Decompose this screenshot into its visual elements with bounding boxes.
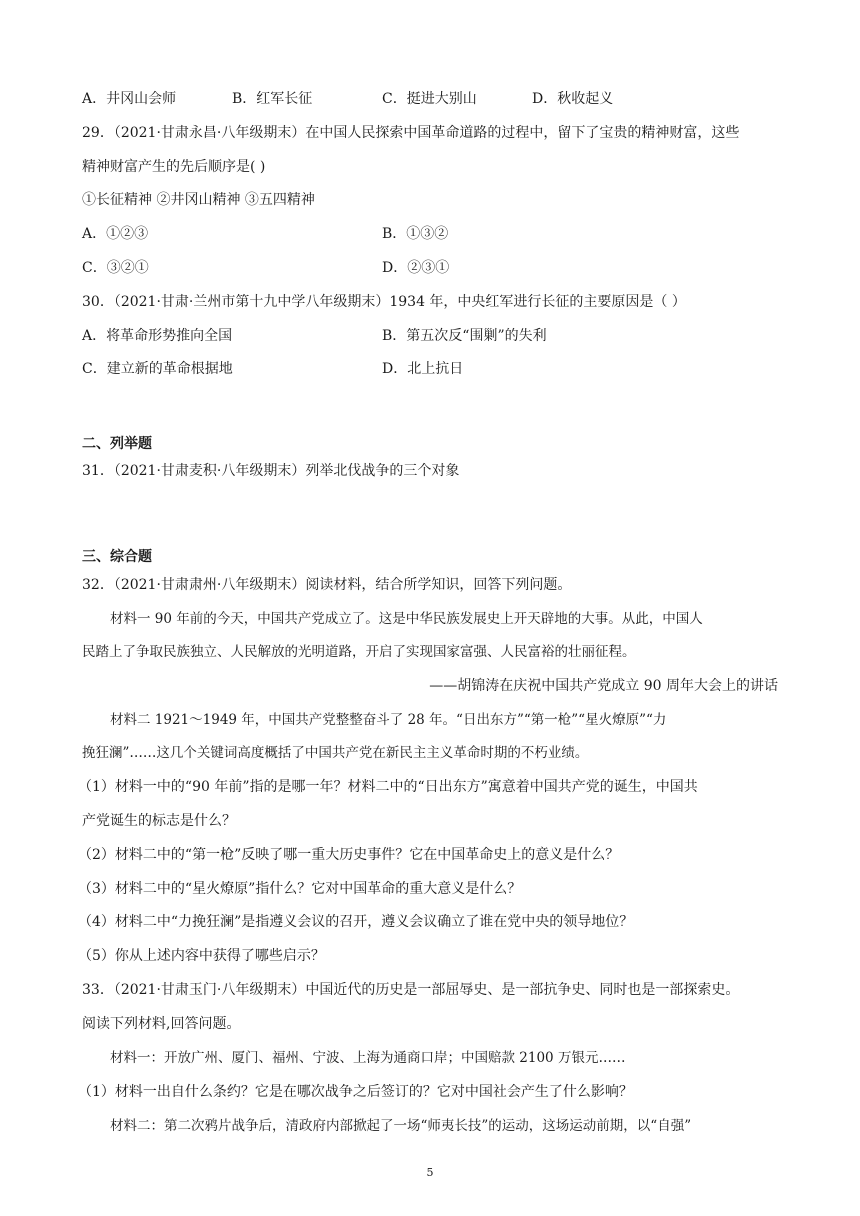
q30-option-b: B．第五次反“围剿”的失利 [382, 328, 547, 344]
q29-option-a: A．①②③ [82, 226, 149, 242]
q30-option-c: C．建立新的革命根据地 [82, 361, 233, 377]
q32-material2-line1: 材料二 1921～1949 年，中国共产党整整奋斗了 28 年。“日出东方”“第一枪”“星火燎原”“力 [110, 712, 667, 728]
q32-part5: （5）你从上述内容中获得了哪些启示？ [78, 948, 325, 964]
q32-material1-line2: 民踏上了争取民族独立、人民解放的光明道路，开启了实现国家富强、人民富裕的壮丽征程。 [82, 644, 636, 660]
section-3-heading: 三、综合题 [82, 549, 152, 565]
q28-option-c: C．挺进大别山 [382, 91, 477, 107]
q29-option-b: B．①③② [382, 226, 449, 242]
section-2-heading: 二、列举题 [82, 436, 152, 452]
q29-items: ①长征精神 ②井冈山精神 ③五四精神 [82, 192, 315, 208]
q30-option-a: A．将革命形势推向全国 [82, 328, 233, 344]
q29-stem-line1: 29．（2021·甘肃永昌·八年级期末）在中国人民探索中国革命道路的过程中，留下了宝贵的精神财富，这些 [82, 125, 740, 141]
q29-stem-line2: 精神财富产生的先后顺序是( ) [82, 159, 266, 175]
q28-option-a: A．井冈山会师 [82, 91, 177, 107]
q32-part1-line2: 产党诞生的标志是什么？ [82, 813, 236, 829]
q32-part3: （3）材料二中的“星火燎原”指什么？它对中国革命的重大意义是什么？ [78, 881, 522, 897]
q32-material1-source: ——胡锦涛在庆祝中国共产党成立 90 周年大会上的讲话 [429, 678, 778, 694]
q28-option-b: B．红军长征 [232, 91, 313, 107]
q32-part2: （2）材料二中的“第一枪”反映了哪一重大历史事件？它在中国革命史上的意义是什么？ [78, 847, 620, 863]
q32-part4: （4）材料二中“力挽狂澜”是指遵义会议的召开，遵义会议确立了谁在党中央的领导地位？ [78, 914, 634, 930]
q29-option-d: D．②③① [382, 260, 450, 276]
q32-material2-line2: 挽狂澜”……这几个关键词高度概括了中国共产党在新民主主义革命时期的不朽业绩。 [82, 745, 589, 761]
q33-part1: （1）材料一出自什么条约？它是在哪次战争之后签订的？它对中国社会产生了什么影响？ [78, 1084, 633, 1100]
q32-material1-line1: 材料一 90 年前的今天，中国共产党成立了。这是中华民族发展史上开天辟地的大事。从此，中国人 [110, 611, 703, 627]
q33-stem-line2: 阅读下列材料,回答问题。 [82, 1016, 241, 1032]
q29-option-c: C．③②① [82, 260, 149, 276]
q31-stem: 31．（2021·甘肃麦积·八年级期末）列举北伐战争的三个对象 [82, 463, 460, 479]
q33-material2: 材料二：第二次鸦片战争后，清政府内部掀起了一场“师夷长技”的运动，这场运动前期，以“自强” [110, 1118, 692, 1134]
q32-part1-line1: （1）材料一中的“90 年前”指的是哪一年？材料二中的“日出东方”寓意着中国共产党的诞生，中国共 [78, 779, 698, 795]
q33-material1: 材料一：开放广州、厦门、福州、宁波、上海为通商口岸；中国赔款 2100 万银元…… [110, 1050, 626, 1066]
page-number: 5 [426, 1166, 434, 1179]
q32-stem: 32．（2021·甘肃肃州·八年级期末）阅读材料，结合所学知识，回答下列问题。 [82, 577, 572, 593]
q28-option-d: D．秋收起义 [532, 91, 614, 107]
q33-stem-line1: 33．（2021·甘肃玉门·八年级期末）中国近代的历史是一部屈辱史、是一部抗争史、同时也是一部探索史。 [82, 982, 740, 998]
q30-option-d: D．北上抗日 [382, 361, 464, 377]
q30-stem: 30．（2021·甘肃·兰州市第十九中学八年级期末）1934 年，中央红军进行长征的主要原因是（ ） [82, 294, 686, 310]
